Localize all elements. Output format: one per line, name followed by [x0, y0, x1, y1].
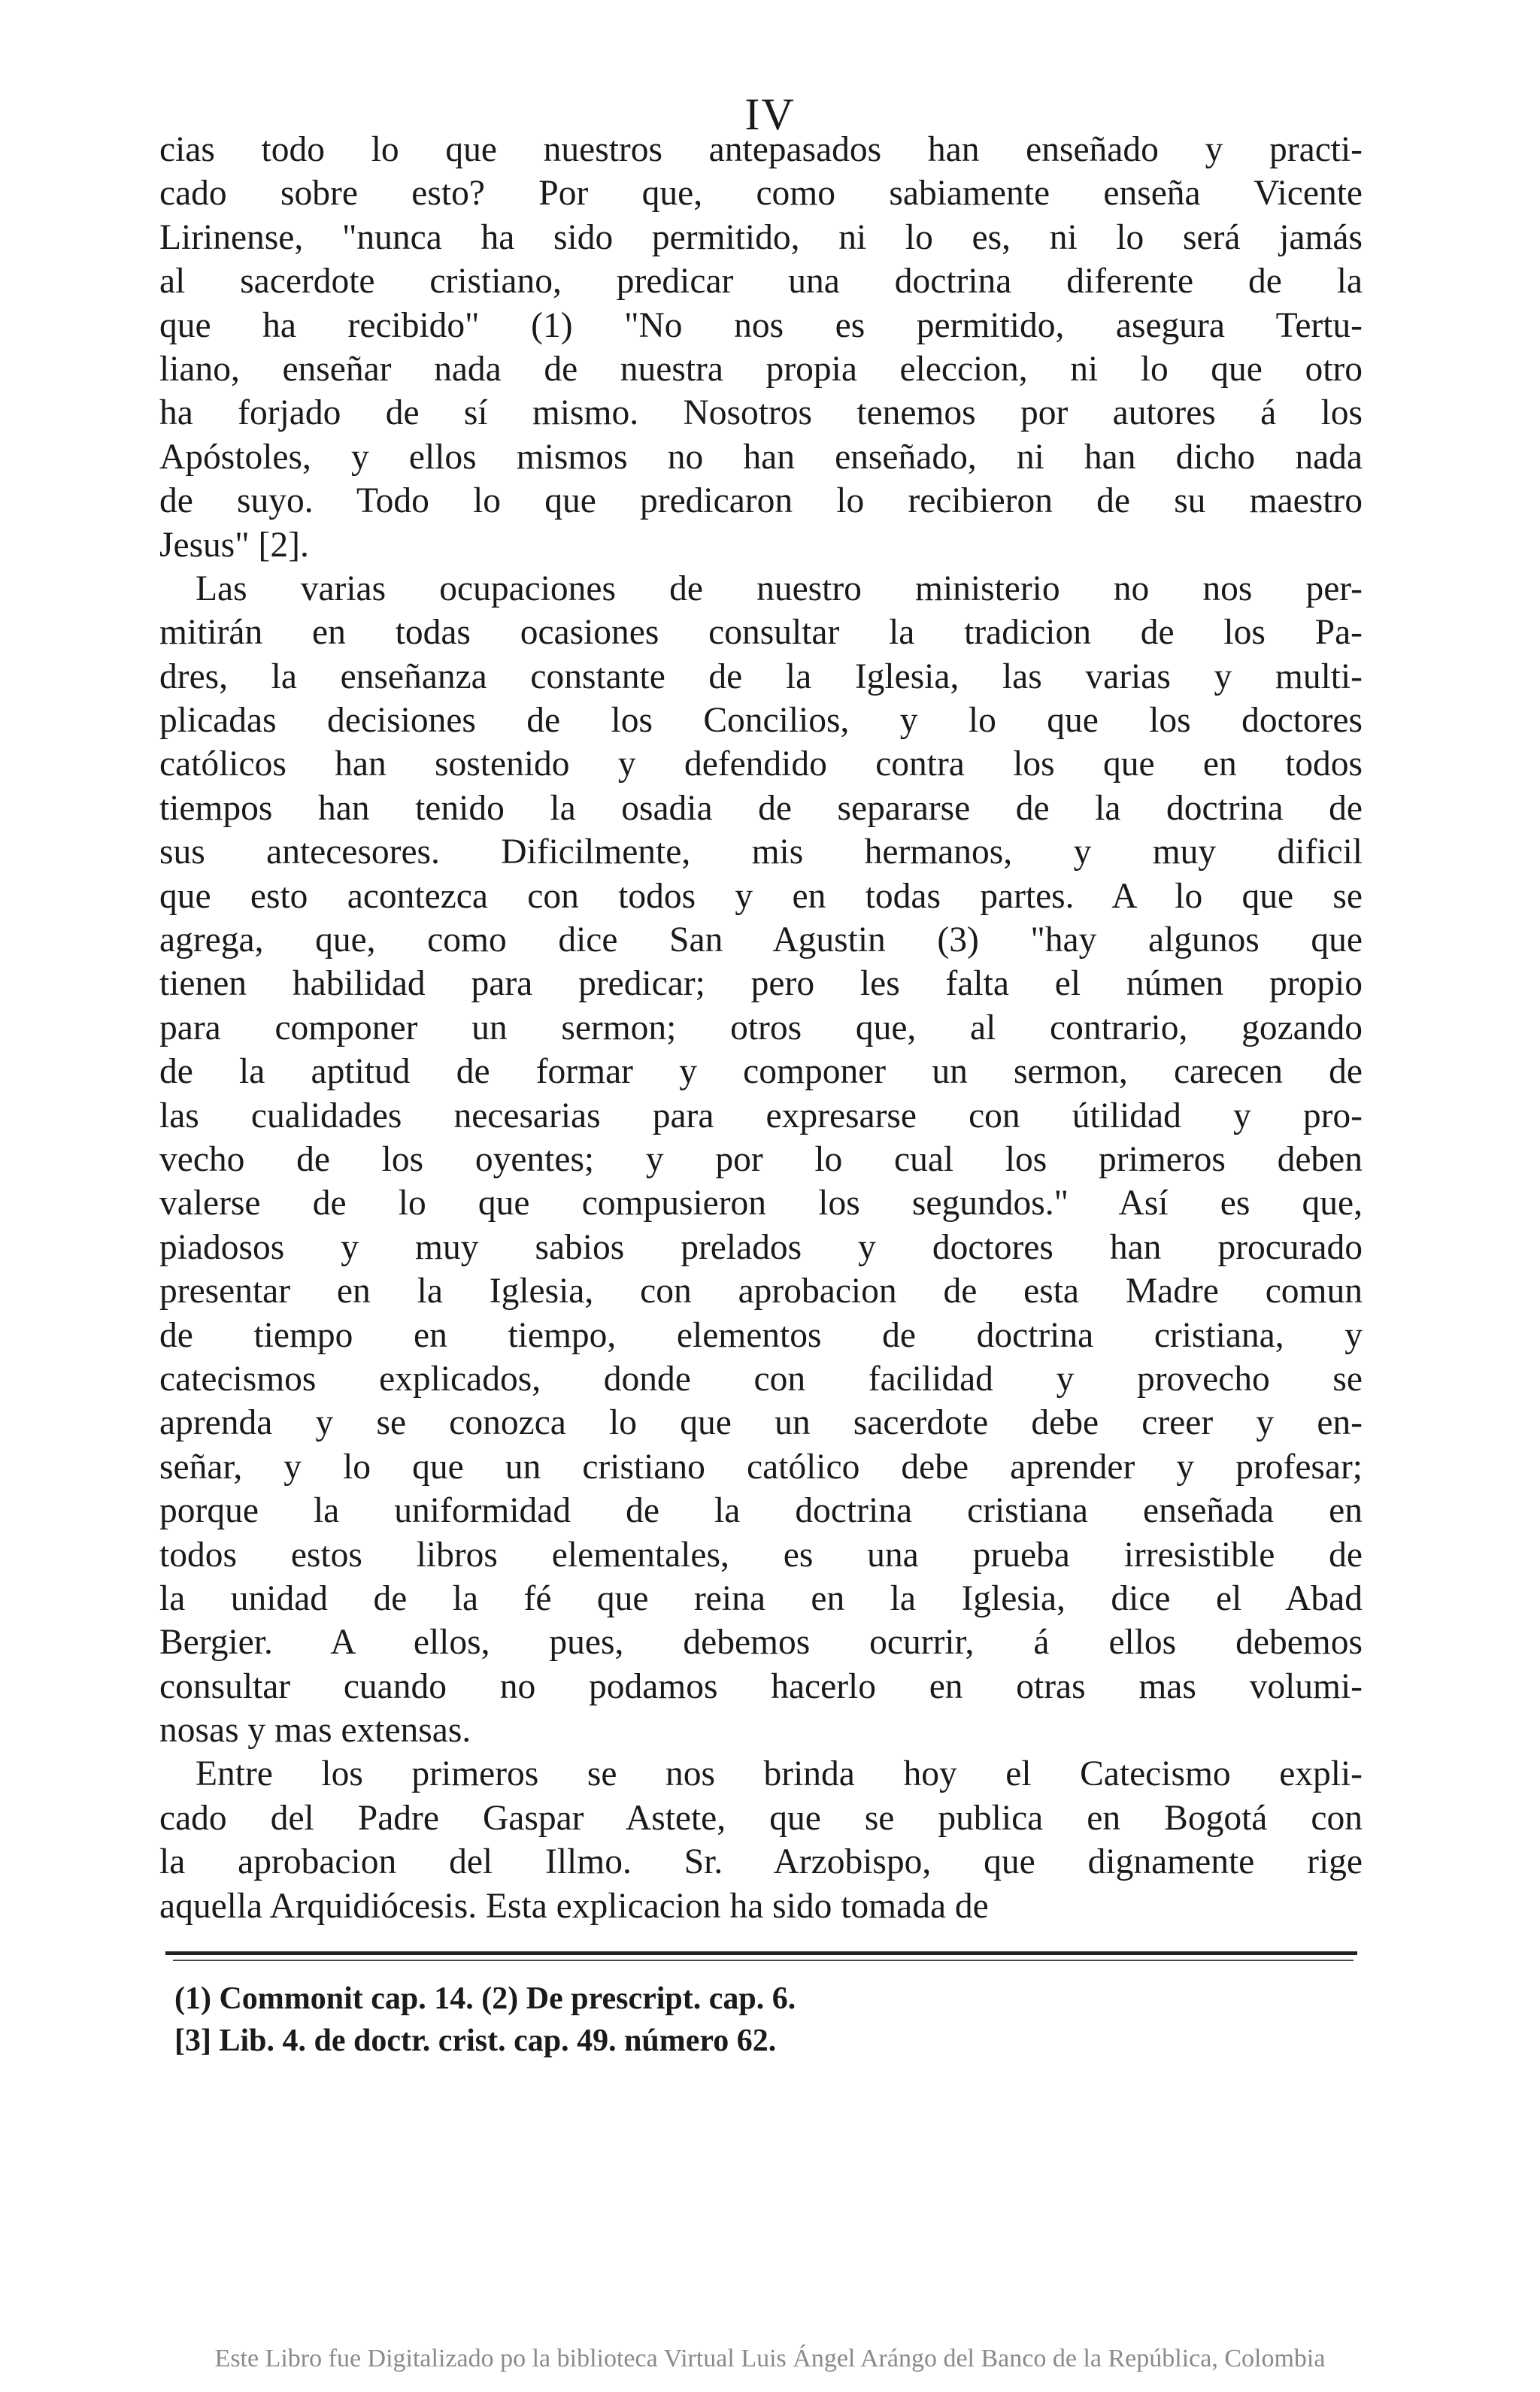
text-line: vecho de los oyentes; y por lo cual los primeros deben: [159, 1139, 1363, 1179]
text-line: cado sobre esto? Por que, como sabiamente enseña Vicente: [159, 174, 1363, 214]
body-text: [159, 128, 1363, 1928]
digitization-credit: Este Libro fue Digitalizado po la biblioteca Virtual Luis Ángel Arángo del Banco de la República, Colombia: [214, 2345, 1326, 2372]
text-line: agrega, que, como dice San Agustin (3) "hay algunos que: [159, 920, 1363, 960]
footnote: (1) Commonit cap. 14. (2) De prescript. cap. 6.: [174, 1981, 796, 2016]
text-line: señar, y lo que un cristiano católico debe aprender y profesar;: [159, 1447, 1363, 1487]
text-line: tiempos han tenido la osadia de separarse de la doctrina de: [159, 788, 1363, 828]
footnotes: [174, 1978, 1348, 2062]
text-line: dres, la enseñanza constante de la Iglesia, las varias y multi-: [159, 656, 1363, 696]
footnote-separator-thin: [173, 1960, 1354, 1961]
text-line: de suyo. Todo lo que predicaron lo recibieron de su maestro: [159, 481, 1363, 521]
text-line: Entre los primeros se nos brinda hoy el Catecismo expli-: [196, 1754, 1363, 1794]
text-line: de tiempo en tiempo, elementos de doctrina cristiana, y: [159, 1315, 1363, 1355]
text-line: catecismos explicados, donde con facilidad y provecho se: [159, 1359, 1363, 1399]
text-line: Las varias ocupaciones de nuestro ministerio no nos per-: [196, 568, 1363, 608]
text-line: al sacerdote cristiano, predicar una doctrina diferente de la: [159, 262, 1363, 302]
text-line: plicadas decisiones de los Concilios, y lo que los doctores: [159, 701, 1363, 741]
text-line: Apóstoles, y ellos mismos no han enseñado, ni han dicho nada: [159, 437, 1363, 477]
text-line: la aprobacion del Illmo. Sr. Arzobispo, que dignamente rige: [159, 1842, 1363, 1882]
text-line: Jesus" [2].: [159, 525, 309, 565]
text-line: cado del Padre Gaspar Astete, que se publica en Bogotá con: [159, 1798, 1363, 1838]
text-line: Bergier. A ellos, pues, debemos ocurrir, á ellos debemos: [159, 1623, 1363, 1663]
text-line: consultar cuando no podamos hacerlo en otras mas volumi-: [159, 1666, 1363, 1706]
text-line: para componer un sermon; otros que, al contrario, gozando: [159, 1008, 1363, 1047]
text-line: que ha recibido" (1) "No nos es permitido, asegura Tertu-: [159, 305, 1363, 345]
text-line: liano, enseñar nada de nuestra propia eleccion, ni lo que otro: [159, 349, 1363, 389]
text-line: de la aptitud de formar y componer un sermon, carecen de: [159, 1052, 1363, 1092]
text-line: nosas y mas extensas.: [159, 1711, 471, 1751]
text-line: católicos han sostenido y defendido contra los que en todos: [159, 744, 1363, 784]
text-line: la unidad de la fé que reina en la Iglesia, dice el Abad: [159, 1578, 1363, 1618]
page-number: IV: [744, 89, 796, 139]
text-line: ha forjado de sí mismo. Nosotros tenemos por autores á los: [159, 393, 1363, 433]
text-line: valerse de lo que compusieron los segundos." Así es que,: [159, 1184, 1363, 1223]
text-line: aquella Arquidiócesis. Esta explicacion ha sido tomada de: [159, 1886, 989, 1926]
text-line: presentar en la Iglesia, con aprobacion de esta Madre comun: [159, 1272, 1363, 1311]
text-line: piadosos y muy sabios prelados y doctores han procurado: [159, 1227, 1363, 1267]
text-line: que esto acontezca con todos y en todas partes. A lo que se: [159, 876, 1363, 916]
text-line: cias todo lo que nuestros antepasados han enseñado y practi-: [159, 130, 1363, 169]
text-line: Lirinense, "nunca ha sido permitido, ni lo es, ni lo será jamás: [159, 217, 1363, 257]
footnote-separator: [165, 1951, 1357, 1955]
text-line: sus antecesores. Dificilmente, mis hermanos, y muy dificil: [159, 832, 1363, 872]
text-line: las cualidades necesarias para expresarse con útilidad y pro-: [159, 1096, 1363, 1135]
footnote: [3] Lib. 4. de doctr. crist. cap. 49. número 62.: [174, 2024, 777, 2058]
text-line: aprenda y se conozca lo que un sacerdote debe creer y en-: [159, 1403, 1363, 1443]
text-line: tienen habilidad para predicar; pero les falta el númen propio: [159, 964, 1363, 1004]
text-line: porque la uniformidad de la doctrina cristiana enseñada en: [159, 1491, 1363, 1531]
text-line: mitirán en todas ocasiones consultar la tradicion de los Pa-: [159, 613, 1363, 653]
text-line: todos estos libros elementales, es una prueba irresistible de: [159, 1535, 1363, 1575]
